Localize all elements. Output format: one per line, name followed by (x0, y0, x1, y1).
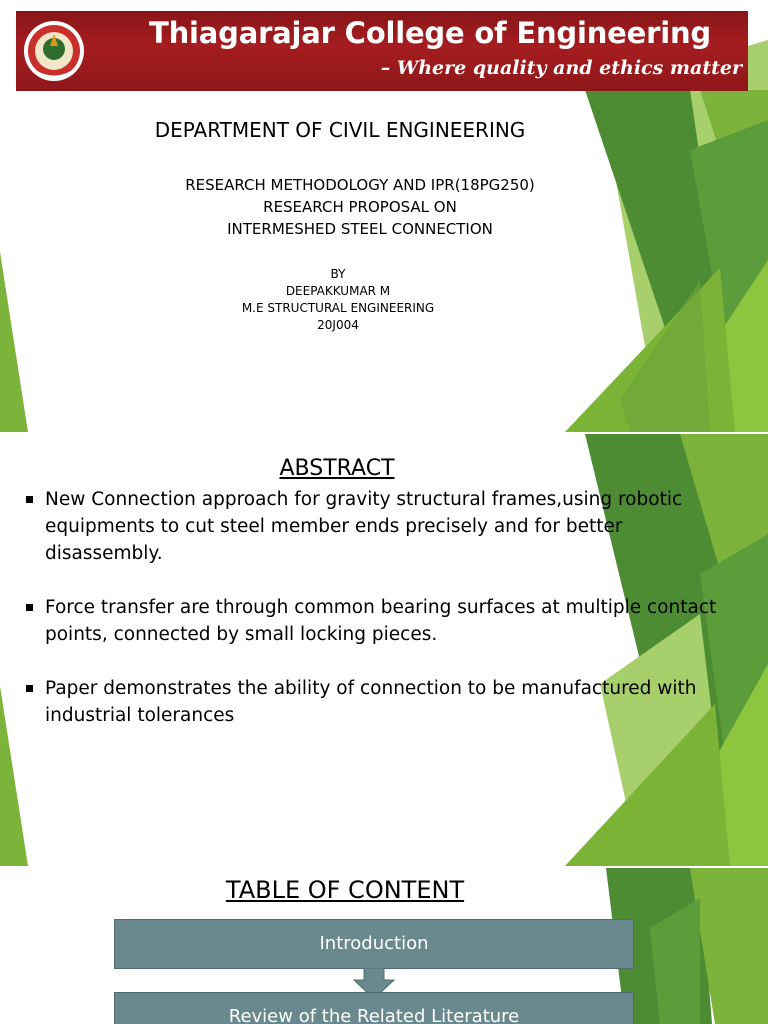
author-degree: M.E STRUCTURAL ENGINEERING (241, 301, 435, 315)
list-item (26, 675, 738, 729)
department-title: DEPARTMENT OF CIVIL ENGINEERING (154, 118, 526, 142)
toc-item-literature-review[interactable]: Review of the Related Literature (114, 992, 634, 1024)
course-title: RESEARCH METHODOLOGY AND IPR(18PG250) (185, 176, 535, 194)
college-tagline: – Where quality and ethics matter (380, 57, 742, 79)
table-of-content-slide (0, 868, 768, 1024)
course-block (60, 174, 660, 240)
bullet-text: New Connection approach for gravity structural frames,using robotic equipments to cut steel member ends precisely and for better disassembly. (45, 489, 683, 564)
bullet-text: Paper demonstrates the ability of connection to be manufactured with industrial tolerances (45, 678, 697, 726)
college-emblem-icon (22, 16, 112, 90)
title-slide (0, 0, 768, 432)
bullet-text: Force transfer are through common bearing surfaces at multiple contact points, connected by small locking pieces. (45, 597, 717, 645)
toc-heading: TABLE OF CONTENT (225, 876, 465, 904)
topic-title: INTERMESHED STEEL CONNECTION (227, 220, 493, 238)
author-name: DEEPAKKUMAR M (285, 284, 391, 298)
abstract-slide (0, 434, 768, 866)
toc-item-introduction[interactable]: Introduction (114, 919, 634, 969)
abstract-bullet-list (26, 486, 738, 756)
author-roll-no: 20J004 (317, 318, 359, 332)
list-item (26, 594, 738, 648)
college-name: Thiagarajar College of Engineering (149, 16, 711, 50)
by-label: BY (330, 267, 346, 281)
proposal-line: RESEARCH PROPOSAL ON (263, 198, 457, 216)
author-block (188, 266, 488, 334)
bullet-square-icon (26, 496, 33, 503)
college-banner (16, 11, 748, 91)
bullet-square-icon (26, 604, 33, 611)
bullet-square-icon (26, 685, 33, 692)
list-item (26, 486, 738, 567)
abstract-heading: ABSTRACT (279, 456, 395, 481)
